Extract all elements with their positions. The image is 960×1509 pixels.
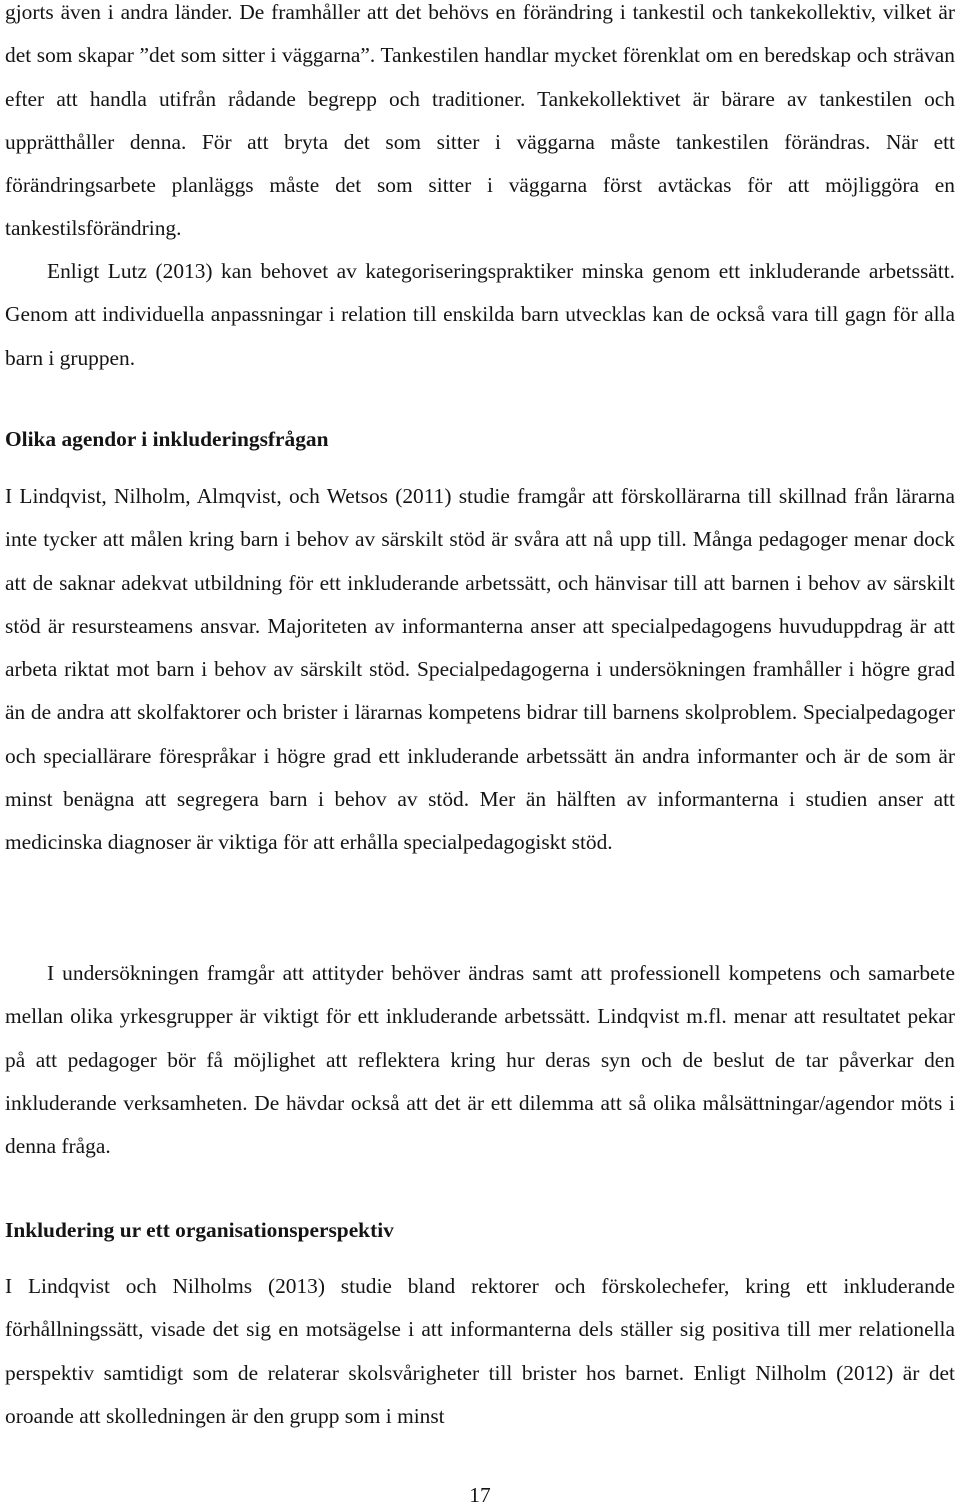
body-paragraph: Enligt Lutz (2013) kan behovet av kategoriseringspraktiker minska genom ett inkluderande arbetssätt. Genom att individuella anpassningar i relation till enskilda barn utvecklas kan de också vara till gagn för alla barn i gruppen.: [5, 259, 955, 370]
body-paragraph: I Lindqvist, Nilholm, Almqvist, och Wetsos (2011) studie framgår att förskollärarna till skillnad från lärarna inte tycker att målen kring barn i behov av särskilt stöd är svåra att nå upp till. Många pedagoger menar dock att de saknar adekvat utbildning för ett inkluderande arbetssätt, och hänvisar till att barnen i behov av särskilt stöd är resursteamens ansvar. Majoriteten av informanterna anser att specialpedagogens huvuduppdrag är att arbeta riktat mot barn i behov av särskilt stöd. Specialpedagogerna i undersökningen framhåller i högre grad än de andra att skolfaktorer och brister i lärarnas kompetens bidrar till barnens skolproblem. Specialpedagoger och speciallärare förespråkar i högre grad ett inkluderande arbetssätt än andra informanter och är de som är minst benägna att segregera barn i behov av stöd. Mer än hälften av informanterna i studien anser att medicinska diagnoser är viktiga för att erhålla specialpedagogiskt stöd.: [5, 484, 955, 855]
body-paragraph: I Lindqvist och Nilholms (2013) studie bland rektorer och förskolechefer, kring ett inkluderande förhållningssätt, visade det sig en motsägelse i att informanterna dels ställer sig positiva till mer relationella perspektiv samtidigt som de relaterar skolsvårigheter till brister hos barnet. Enligt Nilholm (2012) är det oroande att skolledningen är den grupp som i minst: [5, 1274, 955, 1428]
section-heading: Inkludering ur ett organisationsperspektiv: [5, 1218, 394, 1242]
section-heading: Olika agendor i inkluderingsfrågan: [5, 427, 329, 451]
body-paragraph: I undersökningen framgår att attityder behöver ändras samt att professionell kompetens och samarbete mellan olika yrkesgrupper är viktigt för ett inkluderande arbetssätt. Lindqvist m.fl. menar att resultatet pekar på att pedagoger bör få möjlighet att reflektera kring hur deras syn och de beslut de tar påverkar den inkluderande verksamheten. De hävdar också att det är ett dilemma att så olika målsättningar/agendor möts i denna fråga.: [5, 961, 955, 1159]
body-paragraph: gjorts även i andra länder. De framhåller att det behövs en förändring i tankestil och tankekollektiv, vilket är det som skapar ”det som sitter i väggarna”. Tankestilen handlar mycket förenklat om en beredskap och strävan efter att handla utifrån rådande begrepp och traditioner. Tankekollektivet är bärare av tankestilen och upprätthåller denna. För att bryta det som sitter i väggarna måste tankestilen förändras. När ett förändringsarbete planläggs måste det som sitter i väggarna först avtäckas för att möjliggöra en tankestilsförändring.: [5, 0, 955, 241]
page-number: 17: [469, 1483, 491, 1507]
